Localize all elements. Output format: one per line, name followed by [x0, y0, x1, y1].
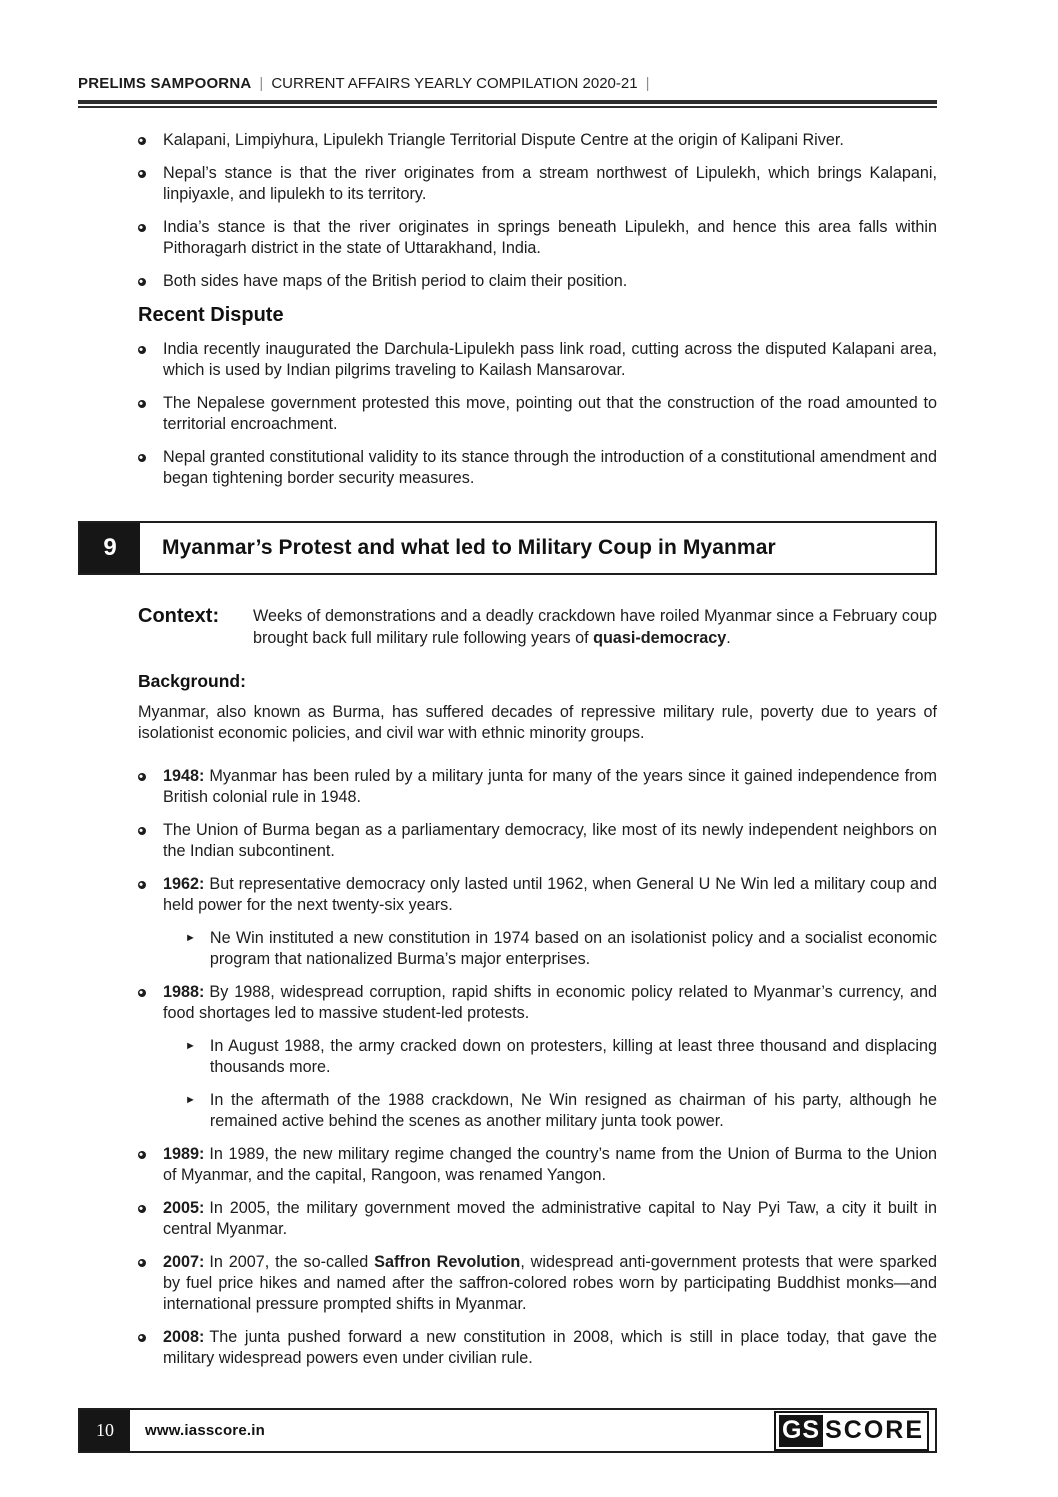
list-item	[138, 447, 937, 489]
masthead-separator: |	[259, 75, 264, 92]
masthead-separator: |	[645, 75, 650, 92]
bullet-icon	[138, 1334, 146, 1342]
list-item-text: India’s stance is that the river originates in springs beneath Lipulekh, and hence this area falls within Pithoragarh district in the state of Uttarakhand, India.	[163, 218, 937, 257]
bullet-icon	[138, 278, 146, 286]
bullet-icon	[138, 400, 146, 408]
timeline-item	[138, 1327, 937, 1369]
bullet-icon	[138, 773, 146, 781]
masthead-title: CURRENT AFFAIRS YEARLY COMPILATION 2020-21	[271, 75, 638, 92]
timeline-bold-term: Saffron Revolution	[374, 1253, 521, 1271]
context-text-after: .	[726, 629, 731, 647]
timeline-body: , widespread anti-government protests that were sparked by fuel price hikes and named after the saffron-colored robes worn by participating Buddhist monks—and international pressure prompted shifts in Myanmar.	[163, 1253, 937, 1313]
timeline-sub-text: Ne Win instituted a new constitution in 1974 based on an isolationist policy and a socialist economic program that nationalized Burma’s major enterprises.	[209, 929, 937, 968]
timeline-year: 2007:	[163, 1253, 205, 1271]
timeline-body: But representative democracy only lasted until 1962, when General U Ne Win led a military coup and held power for the next twenty-six years.	[163, 875, 937, 914]
timeline-body: By 1988, widespread corruption, rapid shifts in economic policy related to Myanmar’s currency, and food shortages led to massive student-led protests.	[163, 983, 937, 1022]
list-item	[138, 217, 937, 259]
timeline-sub-item	[185, 1036, 937, 1078]
timeline-body: The junta pushed forward a new constitution in 2008, which is still in place today, that gave the military widespread powers even under civilian rule.	[163, 1328, 937, 1367]
masthead-rule	[78, 100, 937, 108]
timeline-text	[163, 1144, 937, 1186]
timeline-text	[163, 982, 937, 1024]
section-number: 9	[80, 523, 140, 573]
kalapani-bullet-list	[138, 130, 937, 292]
timeline-body: In 1989, the new military regime changed the country’s name from the Union of Burma to the Union of Myanmar, and the capital, Rangoon, was renamed Yangon.	[163, 1145, 937, 1184]
bullet-icon	[138, 1151, 146, 1159]
bullet-icon	[138, 224, 146, 232]
list-item-text: India recently inaugurated the Darchula-Lipulekh pass link road, cutting across the disputed Kalapani area, which is used by Indian pilgrims traveling to Kailash Mansarovar.	[163, 340, 937, 379]
bullet-icon	[138, 170, 146, 178]
page-content	[78, 130, 937, 1369]
list-item-text: The Nepalese government protested this move, pointing out that the construction of the road amounted to territorial encroachment.	[163, 394, 937, 433]
timeline-sub-item	[185, 1090, 937, 1132]
timeline-item	[138, 1144, 937, 1186]
bullet-icon	[138, 827, 146, 835]
sub-bullet-arrow-icon: ►	[185, 1094, 196, 1106]
timeline-item	[138, 982, 937, 1024]
timeline-body: In 2007, the so-called	[209, 1253, 375, 1271]
list-item	[138, 393, 937, 435]
list-item-text: Nepal granted constitutional validity to its stance through the introduction of a constitutional amendment and began tightening border security measures.	[163, 448, 937, 487]
timeline-text	[163, 1198, 937, 1240]
timeline-text	[163, 874, 937, 916]
timeline-body: In 2005, the military government moved the administrative capital to Nay Pyi Taw, a city it built in central Myanmar.	[163, 1199, 937, 1238]
sub-bullet-arrow-icon: ►	[185, 1040, 196, 1052]
timeline-sub-item	[185, 928, 937, 970]
timeline-text	[163, 766, 937, 808]
timeline-year: 2008:	[163, 1328, 205, 1346]
page-number: 10	[80, 1410, 130, 1451]
bullet-icon	[138, 989, 146, 997]
timeline-year: 2005:	[163, 1199, 205, 1217]
timeline-body: The Union of Burma began as a parliamentary democracy, like most of its newly independent neighbors on the Indian subcontinent.	[163, 821, 937, 860]
timeline-list	[138, 766, 937, 1369]
timeline-year: 1948:	[163, 767, 205, 785]
timeline-year: 1989:	[163, 1145, 205, 1163]
timeline-year: 1988:	[163, 983, 205, 1001]
bullet-icon	[138, 1205, 146, 1213]
background-heading: Background:	[138, 671, 246, 691]
list-item	[138, 163, 937, 205]
bullet-icon	[138, 881, 146, 889]
gsscore-logo	[774, 1411, 929, 1451]
logo-gs-part: GS	[779, 1415, 823, 1447]
timeline-text	[163, 820, 937, 862]
context-text-before: Weeks of demonstrations and a deadly crackdown have roiled Myanmar since a February coup brought back full military rule following years of	[253, 607, 937, 647]
context-text	[253, 605, 937, 649]
list-item-text: Kalapani, Limpiyhura, Lipulekh Triangle Territorial Dispute Centre at the origin of Kalipani River.	[163, 131, 844, 149]
list-item	[138, 339, 937, 381]
context-bold-term: quasi-democracy	[593, 629, 727, 647]
recent-dispute-heading: Recent Dispute	[138, 304, 284, 326]
bullet-icon	[138, 137, 146, 145]
timeline-sub-text: In August 1988, the army cracked down on protesters, killing at least three thousand and displacing thousands more.	[209, 1037, 937, 1076]
page-footer	[78, 1408, 937, 1453]
bullet-icon	[138, 346, 146, 354]
timeline-item	[138, 874, 937, 916]
background-intro: Myanmar, also known as Burma, has suffered decades of repressive military rule, poverty due to years of isolationist economic policies, and civil war with ethnic minority groups.	[138, 703, 937, 742]
sub-bullet-arrow-icon: ►	[185, 932, 196, 944]
recent-dispute-bullet-list	[138, 339, 937, 489]
list-item	[138, 271, 937, 292]
timeline-text	[163, 1327, 937, 1369]
timeline-year: 1962:	[163, 875, 205, 893]
list-item-text: Nepal’s stance is that the river originates from a stream northwest of Lipulekh, which brings Kalapani, linpiyaxle, and lipulekh to its territory.	[163, 164, 937, 203]
logo-score-part: SCORE	[825, 1416, 924, 1444]
timeline-sub-text: In the aftermath of the 1988 crackdown, Ne Win resigned as chairman of his party, although he remained active behind the scenes as another military junta took power.	[209, 1091, 937, 1130]
website-link[interactable]: www.iasscore.in	[145, 1422, 265, 1439]
section-banner	[78, 521, 937, 575]
timeline-text	[163, 1252, 937, 1315]
bullet-icon	[138, 1259, 146, 1267]
masthead	[78, 75, 937, 100]
timeline-item	[138, 1198, 937, 1240]
context-block	[138, 605, 937, 649]
context-label: Context:	[138, 605, 220, 627]
list-item-text: Both sides have maps of the British period to claim their position.	[163, 272, 628, 290]
bullet-icon	[138, 454, 146, 462]
masthead-brand: PRELIMS SAMPOORNA	[78, 75, 252, 92]
list-item	[138, 130, 937, 151]
timeline-body: Myanmar has been ruled by a military junta for many of the years since it gained independence from British colonial rule in 1948.	[163, 767, 937, 806]
timeline-item	[138, 766, 937, 808]
section-title: Myanmar’s Protest and what led to Military Coup in Myanmar	[162, 536, 776, 559]
timeline-item	[138, 1252, 937, 1315]
timeline-item	[138, 820, 937, 862]
